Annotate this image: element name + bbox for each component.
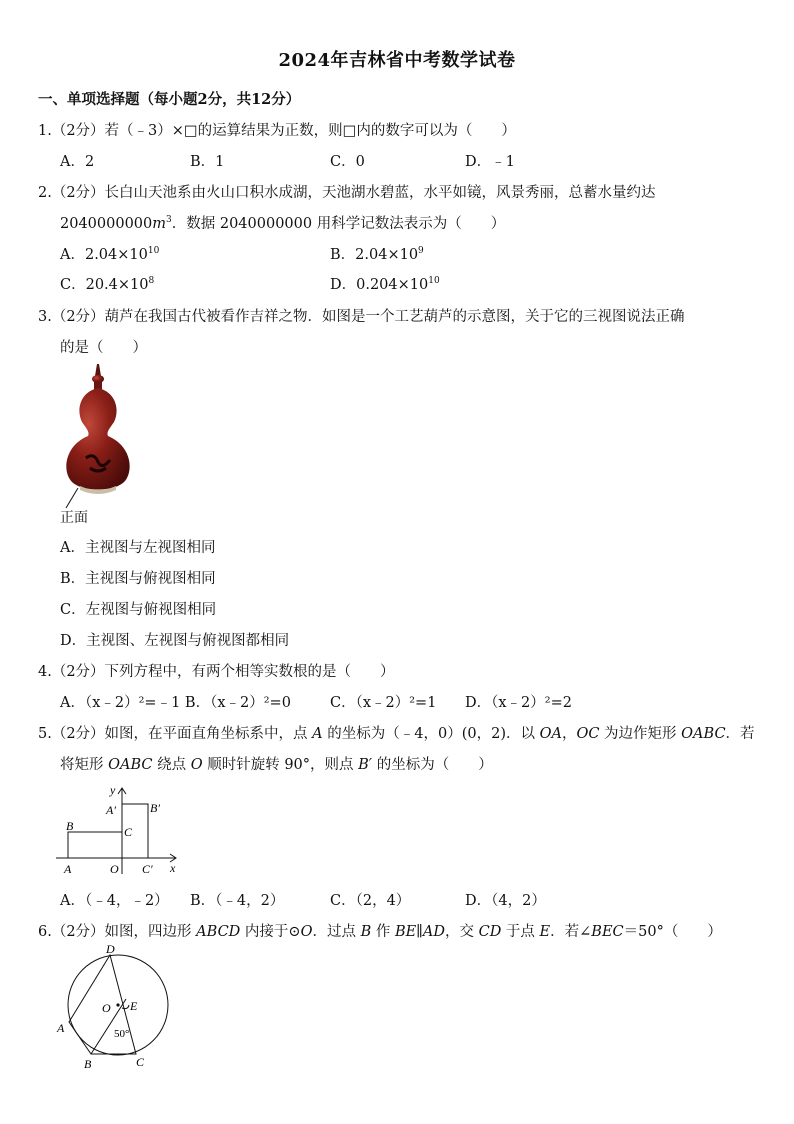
page-title: 2024年吉林省中考数学试卷: [278, 50, 516, 71]
q5-text-4: 为边作矩形: [599, 726, 682, 742]
question-4-text: 4.（2分）下列方程中，有两个相等实数根的是（ ）: [38, 664, 395, 680]
circle-figure: [52, 942, 182, 1072]
label-x: x: [170, 861, 176, 875]
question-1-text: 1.（2分）若（﹣3）×□的运算结果为正数，则□内的数字可以为（ ）: [38, 123, 516, 139]
q5-text-6: 将矩形: [60, 757, 109, 773]
label-a: A: [64, 862, 72, 876]
q6-point-e: E: [539, 924, 551, 940]
center-point: [116, 1003, 119, 1006]
label-d: D: [106, 942, 115, 956]
q6-text-1: 6.（2分）如图，四边形: [38, 924, 197, 940]
q5-option-a: A．（﹣4，﹣2）: [60, 893, 169, 909]
q6-text-3: ．过点: [312, 924, 361, 940]
q1-option-c: C．0: [330, 154, 365, 170]
q2-unit-exp: 3: [166, 215, 172, 225]
q6-point-b: B: [360, 924, 372, 940]
q2-option-d-exp: 10: [428, 276, 440, 286]
label-a: A: [57, 1021, 65, 1035]
label-b: B: [84, 1057, 92, 1071]
q4-option-d: D．（x﹣2）²=2: [465, 695, 572, 711]
q2-option-b-exp: 9: [418, 246, 424, 256]
label-b-prime: B′: [150, 801, 160, 815]
q1-option-d: D．﹣1: [465, 154, 515, 170]
q2-number: 2040000000: [60, 216, 153, 232]
gourd-caption: 正面: [60, 510, 88, 526]
q5-rect: OABC: [681, 726, 726, 742]
q6-parallel: BE∥AD: [394, 924, 445, 940]
q6-text-4: 作: [371, 924, 395, 940]
q5-seg-oc: OC: [576, 726, 600, 742]
q5-text-8: 顺时针旋转 90°，则点: [202, 757, 359, 773]
q6-quad: ABCD: [196, 924, 241, 940]
q2-option-d-base: D．0.204×10: [330, 277, 429, 293]
q2-option-a: [60, 243, 159, 264]
q3-option-b: B．主视图与俯视图相同: [60, 571, 216, 587]
question-6-text: [38, 920, 722, 941]
q2-option-a-exp: 10: [147, 246, 160, 256]
q3-option-c: C．左视图与俯视图相同: [60, 602, 217, 618]
q6-text-5: ，交: [444, 924, 479, 940]
q1-option-b: B．1: [190, 154, 225, 170]
q2-option-a-base: A．2.04×10: [60, 247, 148, 263]
q5-option-b: B．（﹣4，2）: [190, 893, 285, 909]
q5-point-b1: B′: [358, 757, 373, 773]
section-heading: 一、单项选择题（每小题2分，共12分）: [38, 91, 301, 108]
q5-option-d: D．（4，2）: [465, 893, 546, 909]
rectangle-oabc: [68, 832, 122, 858]
label-c: C: [124, 825, 133, 839]
gourd-figure: [58, 362, 138, 512]
label-b: B: [66, 819, 74, 833]
q5-rect-2: OABC: [108, 757, 153, 773]
label-a-prime: A′: [106, 803, 116, 817]
label-o: O: [110, 862, 119, 876]
q6-text-8: ＝50°（ ）: [623, 924, 722, 940]
question-3-line1: 3.（2分）葫芦在我国古代被看作吉祥之物．如图是一个工艺葫芦的示意图，关于它的三视图说法正确: [38, 309, 685, 325]
q4-option-c: C．（x﹣2）²=1: [330, 695, 437, 711]
gourd-icon: [66, 364, 130, 508]
q2-rest: ．数据 2040000000 用科学记数法表示为（ ）: [171, 216, 506, 232]
q5-point-a: A: [312, 726, 323, 742]
q6-text-2: 内接于⊙: [240, 924, 301, 940]
question-5-line2: [60, 753, 493, 774]
q5-seg-oa: OA: [539, 726, 562, 742]
q2-option-d: [330, 273, 440, 294]
q6-point-o: O: [300, 924, 313, 940]
question-2-line1: 2.（2分）长白山天池系由火山口积水成湖，天池湖水碧蓝，水平如镜，风景秀丽，总蓄水量约达: [38, 185, 656, 201]
q5-text-5: ．若: [725, 726, 755, 742]
q2-unit: m: [152, 216, 167, 232]
label-e: E: [130, 999, 138, 1013]
question-3-line2: 的是（ ）: [60, 340, 147, 356]
q6-seg-cd: CD: [478, 924, 502, 940]
q5-option-c: C．（2，4）: [330, 893, 411, 909]
question-5-line1: [38, 722, 755, 743]
question-2-line2: [60, 212, 505, 233]
q5-text-9: 的坐标为（ ）: [372, 757, 493, 773]
q5-text-1: 5.（2分）如图，在平面直角坐标系中，点: [38, 726, 313, 742]
q6-text-7: ．若∠: [550, 924, 592, 940]
q6-text-6: 于点: [501, 924, 540, 940]
label-angle: 50°: [114, 1028, 130, 1040]
label-o: O: [102, 1001, 111, 1015]
label-y: y: [110, 783, 116, 797]
q6-angle: BEC: [591, 924, 624, 940]
q3-option-d: D．主视图、左视图与俯视图都相同: [60, 633, 290, 649]
q5-text-2: 的坐标为（﹣4，0）(0，2)．以: [322, 726, 540, 742]
q1-option-a: A．2: [60, 154, 95, 170]
label-c: C: [136, 1055, 145, 1069]
q2-option-b-base: B．2.04×10: [330, 247, 419, 263]
label-c-prime: C′: [142, 862, 153, 876]
q2-option-c-base: C．20.4×10: [60, 277, 149, 293]
q3-option-a: A．主视图与左视图相同: [60, 540, 216, 556]
q2-option-c: [60, 273, 154, 294]
q5-text-3: ，: [561, 726, 577, 742]
q2-option-c-exp: 8: [148, 276, 155, 286]
q2-option-b: [330, 243, 424, 264]
coordinate-figure: [54, 782, 184, 878]
q5-point-o: O: [190, 757, 203, 773]
q5-text-7: 绕点: [152, 757, 191, 773]
q4-option-ab: A．（x﹣2）²=﹣1 B．（x﹣2）²=0: [60, 695, 291, 711]
